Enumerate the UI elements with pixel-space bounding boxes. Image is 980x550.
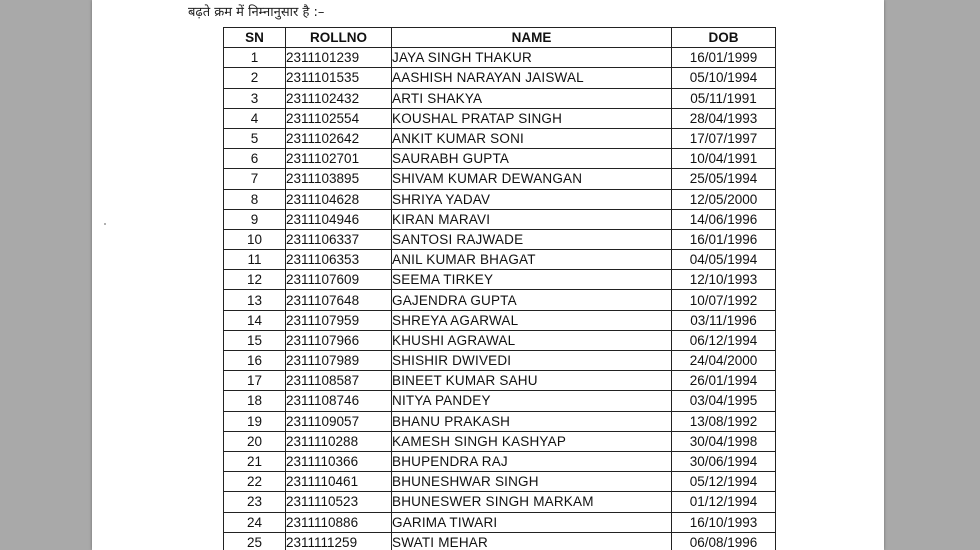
cell-rollno: 2311107989 [286, 351, 392, 371]
cell-rollno: 2311110461 [286, 472, 392, 492]
cell-name: SHRIYA YADAV [392, 189, 672, 209]
cell-dob: 12/05/2000 [672, 189, 776, 209]
cell-name: SANTOSI RAJWADE [392, 229, 672, 249]
cell-sn: 13 [224, 290, 286, 310]
cell-name: ANIL KUMAR BHAGAT [392, 250, 672, 270]
table-row [224, 128, 776, 148]
cell-rollno: 2311104628 [286, 189, 392, 209]
cell-sn: 24 [224, 512, 286, 532]
cell-dob: 05/12/1994 [672, 472, 776, 492]
cell-name: NITYA PANDEY [392, 391, 672, 411]
table-row [224, 310, 776, 330]
cell-name: AASHISH NARAYAN JAISWAL [392, 68, 672, 88]
table-row [224, 209, 776, 229]
cell-dob: 05/11/1991 [672, 88, 776, 108]
cell-name: BHANU PRAKASH [392, 411, 672, 431]
cell-rollno: 2311106337 [286, 229, 392, 249]
table-row [224, 512, 776, 532]
table-row [224, 68, 776, 88]
cell-dob: 03/11/1996 [672, 310, 776, 330]
cell-sn: 18 [224, 391, 286, 411]
cell-rollno: 2311101535 [286, 68, 392, 88]
cell-name: GAJENDRA GUPTA [392, 290, 672, 310]
column-header-dob: DOB [672, 28, 776, 48]
cell-rollno: 2311102432 [286, 88, 392, 108]
cell-rollno: 2311101239 [286, 48, 392, 68]
cell-dob: 26/01/1994 [672, 371, 776, 391]
cell-rollno: 2311107648 [286, 290, 392, 310]
cell-sn: 3 [224, 88, 286, 108]
cell-dob: 05/10/1994 [672, 68, 776, 88]
table-row [224, 451, 776, 471]
cell-sn: 23 [224, 492, 286, 512]
table-row [224, 229, 776, 249]
table-row [224, 391, 776, 411]
cell-rollno: 2311107959 [286, 310, 392, 330]
cell-dob: 04/05/1994 [672, 250, 776, 270]
cell-dob: 13/08/1992 [672, 411, 776, 431]
cell-name: SEEMA TIRKEY [392, 270, 672, 290]
cell-rollno: 2311110886 [286, 512, 392, 532]
cell-sn: 21 [224, 451, 286, 471]
cell-dob: 03/04/1995 [672, 391, 776, 411]
table-row [224, 371, 776, 391]
cell-name: KHUSHI AGRAWAL [392, 330, 672, 350]
cell-rollno: 2311111259 [286, 532, 392, 550]
cell-rollno: 2311109057 [286, 411, 392, 431]
table-header-row [224, 28, 776, 48]
cell-dob: 06/12/1994 [672, 330, 776, 350]
cell-dob: 14/06/1996 [672, 209, 776, 229]
cell-dob: 12/10/1993 [672, 270, 776, 290]
cell-dob: 01/12/1994 [672, 492, 776, 512]
cell-dob: 16/10/1993 [672, 512, 776, 532]
cell-dob: 24/04/2000 [672, 351, 776, 371]
cell-rollno: 2311108587 [286, 371, 392, 391]
cell-name: BHUPENDRA RAJ [392, 451, 672, 471]
table-row [224, 330, 776, 350]
cell-rollno: 2311103895 [286, 169, 392, 189]
cell-sn: 19 [224, 411, 286, 431]
cell-name: KIRAN MARAVI [392, 209, 672, 229]
cell-sn: 5 [224, 128, 286, 148]
cell-sn: 1 [224, 48, 286, 68]
cell-rollno: 2311107609 [286, 270, 392, 290]
cell-sn: 9 [224, 209, 286, 229]
column-header-rollno: ROLLNO [286, 28, 392, 48]
cell-sn: 4 [224, 108, 286, 128]
table-body [224, 48, 776, 550]
cell-sn: 8 [224, 189, 286, 209]
cell-name: BHUNESWER SINGH MARKAM [392, 492, 672, 512]
table-row [224, 290, 776, 310]
cell-sn: 6 [224, 149, 286, 169]
cell-name: SHISHIR DWIVEDI [392, 351, 672, 371]
cell-sn: 14 [224, 310, 286, 330]
cell-sn: 16 [224, 351, 286, 371]
cell-rollno: 2311110523 [286, 492, 392, 512]
cell-name: KAMESH SINGH KASHYAP [392, 431, 672, 451]
cell-sn: 2 [224, 68, 286, 88]
cell-dob: 30/04/1998 [672, 431, 776, 451]
cell-sn: 20 [224, 431, 286, 451]
cell-name: JAYA SINGH THAKUR [392, 48, 672, 68]
table-row [224, 48, 776, 68]
cell-rollno: 2311110288 [286, 431, 392, 451]
table-row [224, 472, 776, 492]
cell-rollno: 2311104946 [286, 209, 392, 229]
table-row [224, 169, 776, 189]
cell-dob: 06/08/1996 [672, 532, 776, 550]
cell-name: SAURABH GUPTA [392, 149, 672, 169]
scan-speck [104, 223, 106, 225]
column-header-sn: SN [224, 28, 286, 48]
cell-sn: 17 [224, 371, 286, 391]
cell-sn: 15 [224, 330, 286, 350]
table-row [224, 88, 776, 108]
cell-rollno: 2311102554 [286, 108, 392, 128]
cell-dob: 28/04/1993 [672, 108, 776, 128]
cell-rollno: 2311107966 [286, 330, 392, 350]
table-row [224, 532, 776, 550]
cell-sn: 25 [224, 532, 286, 550]
table-row [224, 108, 776, 128]
cell-dob: 10/07/1992 [672, 290, 776, 310]
table-row [224, 149, 776, 169]
cell-rollno: 2311106353 [286, 250, 392, 270]
cell-name: SHREYA AGARWAL [392, 310, 672, 330]
cell-name: SWATI MEHAR [392, 532, 672, 550]
cell-name: KOUSHAL PRATAP SINGH [392, 108, 672, 128]
cell-name: GARIMA TIWARI [392, 512, 672, 532]
cell-dob: 30/06/1994 [672, 451, 776, 471]
document-page [92, 0, 884, 550]
cell-rollno: 2311108746 [286, 391, 392, 411]
table-row [224, 351, 776, 371]
cell-sn: 11 [224, 250, 286, 270]
table-row [224, 431, 776, 451]
cell-sn: 7 [224, 169, 286, 189]
intro-text: बढ़ते क्रम में निम्नानुसार है :– [188, 5, 325, 20]
table-row [224, 411, 776, 431]
cell-name: ARTI SHAKYA [392, 88, 672, 108]
column-header-name: NAME [392, 28, 672, 48]
cell-sn: 22 [224, 472, 286, 492]
cell-dob: 10/04/1991 [672, 149, 776, 169]
cell-dob: 16/01/1996 [672, 229, 776, 249]
candidate-table [223, 27, 776, 550]
cell-dob: 25/05/1994 [672, 169, 776, 189]
cell-rollno: 2311110366 [286, 451, 392, 471]
table-row [224, 189, 776, 209]
cell-rollno: 2311102701 [286, 149, 392, 169]
cell-name: ANKIT KUMAR SONI [392, 128, 672, 148]
cell-name: SHIVAM KUMAR DEWANGAN [392, 169, 672, 189]
table-row [224, 492, 776, 512]
cell-name: BINEET KUMAR SAHU [392, 371, 672, 391]
cell-sn: 10 [224, 229, 286, 249]
cell-dob: 17/07/1997 [672, 128, 776, 148]
cell-sn: 12 [224, 270, 286, 290]
table-row [224, 250, 776, 270]
cell-dob: 16/01/1999 [672, 48, 776, 68]
table-row [224, 270, 776, 290]
cell-name: BHUNESHWAR SINGH [392, 472, 672, 492]
cell-rollno: 2311102642 [286, 128, 392, 148]
